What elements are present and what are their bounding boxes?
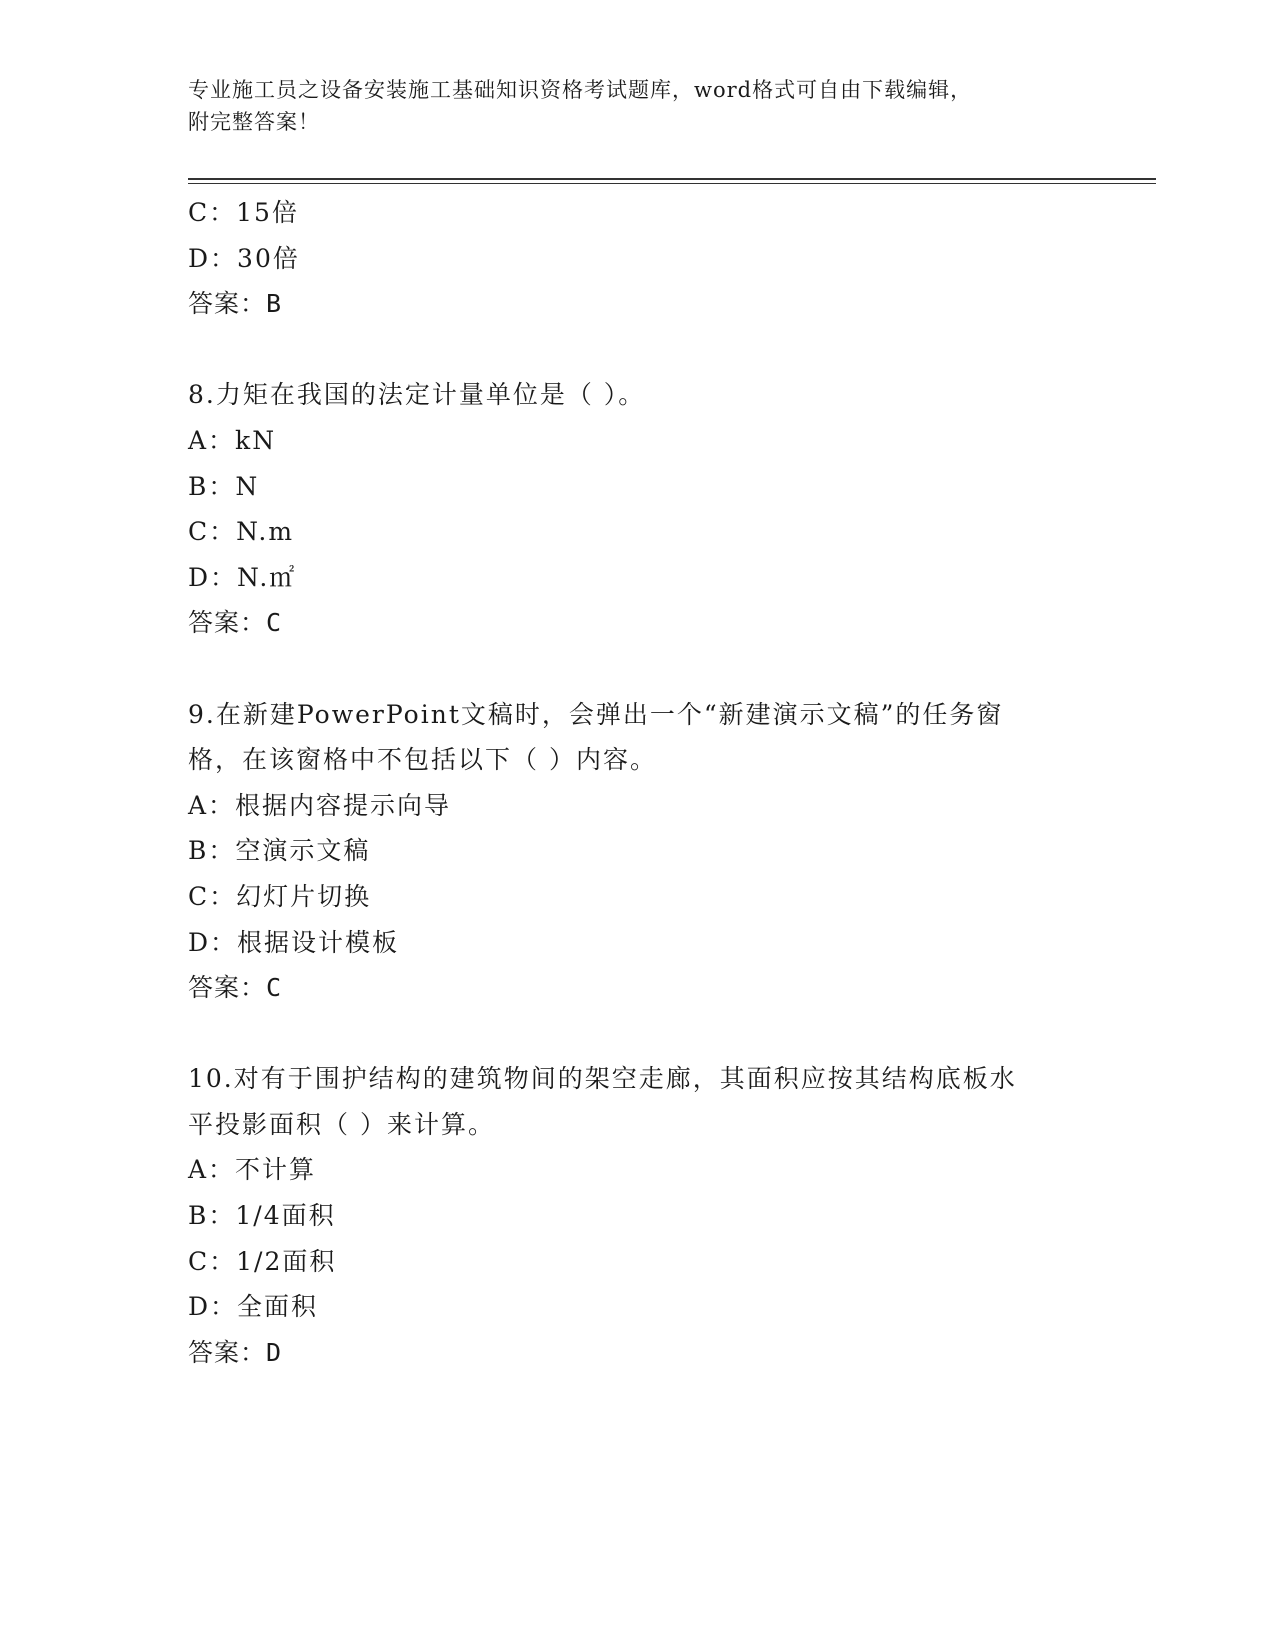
option-b: B：1/4面积 <box>188 1201 336 1231</box>
question-text-line-1: 10.对有于围护结构的建筑物间的架空走廊，其面积应按其结构底板水 <box>188 1064 1017 1094</box>
option-a: A：根据内容提示向导 <box>188 790 452 820</box>
answer-label: 答案：B <box>188 289 283 319</box>
option-d: D：30倍 <box>188 243 300 273</box>
option-c: C：1/2面积 <box>188 1246 337 1276</box>
option-a: A：不计算 <box>188 1155 317 1185</box>
option-a: A：kN <box>188 425 277 455</box>
option-d: D：N.㎡ <box>188 562 297 592</box>
answer-label: 答案：C <box>188 973 283 1003</box>
option-c: C：幻灯片切换 <box>188 881 372 911</box>
question-9 <box>188 692 1088 1011</box>
option-d: D：全面积 <box>188 1292 319 1322</box>
header-line-1: 专业施工员之设备安装施工基础知识资格考试题库，word格式可自由下载编辑， <box>188 78 973 102</box>
question-text-line-2: 平投影面积（ ）来计算。 <box>188 1109 495 1139</box>
header-line-2: 附完整答案！ <box>188 110 320 134</box>
option-c: C：15倍 <box>188 198 299 227</box>
option-d: D：根据设计模板 <box>188 927 400 957</box>
option-b: B：空演示文稿 <box>188 836 371 866</box>
option-c: C：N.m <box>188 517 295 547</box>
option-b: B：N <box>188 471 260 501</box>
answer-label: 答案：C <box>188 608 283 638</box>
question-text-line-1: 9.在新建PowerPoint文稿时，会弹出一个“新建演示文稿”的任务窗 <box>188 699 1004 729</box>
page-header <box>188 74 1068 138</box>
question-text-line-2: 格，在该窗格中不包括以下（ ）内容。 <box>188 745 657 775</box>
answer-label: 答案：D <box>188 1337 283 1367</box>
question-8 <box>188 372 1088 646</box>
question-list <box>188 190 1088 1375</box>
question-text: 8.力矩在我国的法定计量单位是（ ）。 <box>188 380 646 410</box>
question-10 <box>188 1056 1088 1375</box>
header-divider-thick <box>188 178 1156 180</box>
header-divider-thin <box>188 183 1156 184</box>
carryover-block <box>188 190 1088 327</box>
